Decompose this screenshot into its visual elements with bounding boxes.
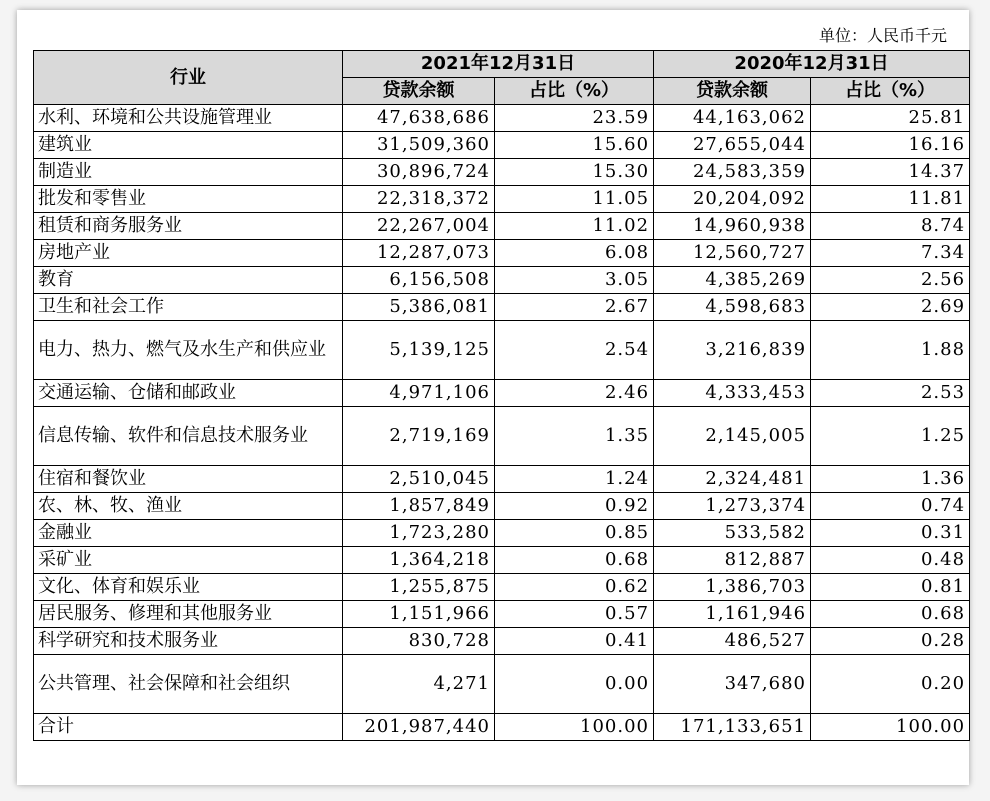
- table-row: [34, 294, 970, 321]
- cell-loan-2021: 1,857,849: [343, 493, 495, 520]
- table-row: [34, 466, 970, 493]
- cell-loan-2021: 5,386,081: [343, 294, 495, 321]
- cell-industry: 电力、热力、燃气及水生产和供应业: [34, 321, 343, 380]
- cell-share-2020: 0.20: [811, 655, 970, 714]
- cell-share-2021: 0.00: [495, 655, 654, 714]
- header-share-2020: 占比（%）: [811, 78, 970, 105]
- cell-share-2020: 16.16: [811, 132, 970, 159]
- cell-share-2021: 3.05: [495, 267, 654, 294]
- cell-share-2021: 0.68: [495, 547, 654, 574]
- cell-share-2021: 0.57: [495, 601, 654, 628]
- cell-loan-2021: 2,510,045: [343, 466, 495, 493]
- table-row: [34, 380, 970, 407]
- header-year-2021: 2021年12月31日: [343, 51, 654, 78]
- cell-share-2020: 0.68: [811, 601, 970, 628]
- table-row: [34, 628, 970, 655]
- cell-loan-2020: 20,204,092: [654, 186, 811, 213]
- cell-share-2020: 2.53: [811, 380, 970, 407]
- cell-loan-2020: 1,386,703: [654, 574, 811, 601]
- table-row: [34, 105, 970, 132]
- cell-industry: 建筑业: [34, 132, 343, 159]
- table-row: [34, 407, 970, 466]
- cell-loan-2021: 22,318,372: [343, 186, 495, 213]
- header-loan-balance-2020: 贷款余额: [654, 78, 811, 105]
- unit-label: 单位：人民币千元: [818, 26, 947, 45]
- cell-loan-2020: 171,133,651: [654, 714, 811, 741]
- cell-industry: 居民服务、修理和其他服务业: [34, 601, 343, 628]
- cell-loan-2021: 12,287,073: [343, 240, 495, 267]
- cell-share-2021: 2.46: [495, 380, 654, 407]
- cell-loan-2021: 22,267,004: [343, 213, 495, 240]
- cell-loan-2021: 2,719,169: [343, 407, 495, 466]
- cell-share-2021: 0.62: [495, 574, 654, 601]
- cell-industry: 租赁和商务服务业: [34, 213, 343, 240]
- cell-share-2021: 0.85: [495, 520, 654, 547]
- cell-share-2020: 100.00: [811, 714, 970, 741]
- cell-loan-2020: 533,582: [654, 520, 811, 547]
- cell-share-2021: 11.05: [495, 186, 654, 213]
- cell-loan-2021: 47,638,686: [343, 105, 495, 132]
- cell-share-2020: 0.81: [811, 574, 970, 601]
- cell-loan-2020: 1,273,374: [654, 493, 811, 520]
- total-row: [34, 714, 970, 741]
- cell-share-2021: 1.35: [495, 407, 654, 466]
- table-row: [34, 159, 970, 186]
- table-row: [34, 493, 970, 520]
- cell-loan-2020: 4,385,269: [654, 267, 811, 294]
- table-body: [34, 105, 970, 741]
- cell-share-2020: 1.25: [811, 407, 970, 466]
- loan-industry-table: [33, 50, 970, 741]
- cell-loan-2020: 14,960,938: [654, 213, 811, 240]
- cell-loan-2020: 4,333,453: [654, 380, 811, 407]
- cell-share-2020: 1.88: [811, 321, 970, 380]
- cell-share-2021: 23.59: [495, 105, 654, 132]
- cell-share-2020: 0.74: [811, 493, 970, 520]
- cell-industry: 卫生和社会工作: [34, 294, 343, 321]
- cell-industry: 农、林、牧、渔业: [34, 493, 343, 520]
- cell-loan-2021: 1,151,966: [343, 601, 495, 628]
- cell-share-2021: 0.41: [495, 628, 654, 655]
- header-industry: 行业: [34, 51, 343, 105]
- cell-share-2020: 2.56: [811, 267, 970, 294]
- cell-industry: 科学研究和技术服务业: [34, 628, 343, 655]
- table-row: [34, 574, 970, 601]
- table-row: [34, 132, 970, 159]
- cell-loan-2021: 1,255,875: [343, 574, 495, 601]
- header-loan-balance-2021: 贷款余额: [343, 78, 495, 105]
- cell-share-2021: 2.54: [495, 321, 654, 380]
- cell-industry: 水利、环境和公共设施管理业: [34, 105, 343, 132]
- cell-share-2020: 2.69: [811, 294, 970, 321]
- cell-industry: 交通运输、仓储和邮政业: [34, 380, 343, 407]
- cell-loan-2021: 1,364,218: [343, 547, 495, 574]
- cell-industry: 住宿和餐饮业: [34, 466, 343, 493]
- cell-loan-2020: 4,598,683: [654, 294, 811, 321]
- table-row: [34, 321, 970, 380]
- header-row-1: [34, 51, 970, 78]
- cell-loan-2021: 4,271: [343, 655, 495, 714]
- cell-share-2021: 6.08: [495, 240, 654, 267]
- cell-share-2021: 11.02: [495, 213, 654, 240]
- cell-loan-2021: 830,728: [343, 628, 495, 655]
- table-row: [34, 547, 970, 574]
- table-row: [34, 520, 970, 547]
- cell-loan-2020: 347,680: [654, 655, 811, 714]
- cell-industry: 制造业: [34, 159, 343, 186]
- cell-loan-2020: 812,887: [654, 547, 811, 574]
- cell-industry: 采矿业: [34, 547, 343, 574]
- table-row: [34, 655, 970, 714]
- header-share-2021: 占比（%）: [495, 78, 654, 105]
- header-year-2020: 2020年12月31日: [654, 51, 970, 78]
- cell-share-2021: 2.67: [495, 294, 654, 321]
- table-row: [34, 186, 970, 213]
- cell-loan-2020: 12,560,727: [654, 240, 811, 267]
- table-row: [34, 267, 970, 294]
- cell-loan-2021: 6,156,508: [343, 267, 495, 294]
- cell-loan-2021: 201,987,440: [343, 714, 495, 741]
- cell-share-2020: 0.31: [811, 520, 970, 547]
- cell-share-2021: 1.24: [495, 466, 654, 493]
- cell-industry: 公共管理、社会保障和社会组织: [34, 655, 343, 714]
- cell-share-2021: 15.60: [495, 132, 654, 159]
- cell-loan-2020: 44,163,062: [654, 105, 811, 132]
- cell-loan-2020: 27,655,044: [654, 132, 811, 159]
- table-row: [34, 213, 970, 240]
- cell-industry: 教育: [34, 267, 343, 294]
- cell-loan-2021: 4,971,106: [343, 380, 495, 407]
- cell-industry: 金融业: [34, 520, 343, 547]
- cell-share-2020: 25.81: [811, 105, 970, 132]
- cell-share-2020: 14.37: [811, 159, 970, 186]
- table-row: [34, 240, 970, 267]
- cell-share-2020: 0.28: [811, 628, 970, 655]
- cell-share-2021: 0.92: [495, 493, 654, 520]
- cell-loan-2020: 3,216,839: [654, 321, 811, 380]
- cell-loan-2021: 5,139,125: [343, 321, 495, 380]
- cell-share-2020: 0.48: [811, 547, 970, 574]
- cell-share-2020: 1.36: [811, 466, 970, 493]
- cell-loan-2021: 30,896,724: [343, 159, 495, 186]
- cell-loan-2020: 2,145,005: [654, 407, 811, 466]
- cell-share-2021: 100.00: [495, 714, 654, 741]
- cell-industry: 房地产业: [34, 240, 343, 267]
- cell-loan-2021: 31,509,360: [343, 132, 495, 159]
- cell-industry: 批发和零售业: [34, 186, 343, 213]
- document-page: [17, 10, 969, 785]
- cell-industry: 文化、体育和娱乐业: [34, 574, 343, 601]
- cell-industry: 合计: [34, 714, 343, 741]
- cell-loan-2020: 2,324,481: [654, 466, 811, 493]
- cell-loan-2020: 24,583,359: [654, 159, 811, 186]
- cell-share-2021: 15.30: [495, 159, 654, 186]
- table-row: [34, 601, 970, 628]
- cell-share-2020: 11.81: [811, 186, 970, 213]
- cell-industry: 信息传输、软件和信息技术服务业: [34, 407, 343, 466]
- cell-share-2020: 7.34: [811, 240, 970, 267]
- cell-loan-2020: 486,527: [654, 628, 811, 655]
- cell-loan-2020: 1,161,946: [654, 601, 811, 628]
- cell-share-2020: 8.74: [811, 213, 970, 240]
- cell-loan-2021: 1,723,280: [343, 520, 495, 547]
